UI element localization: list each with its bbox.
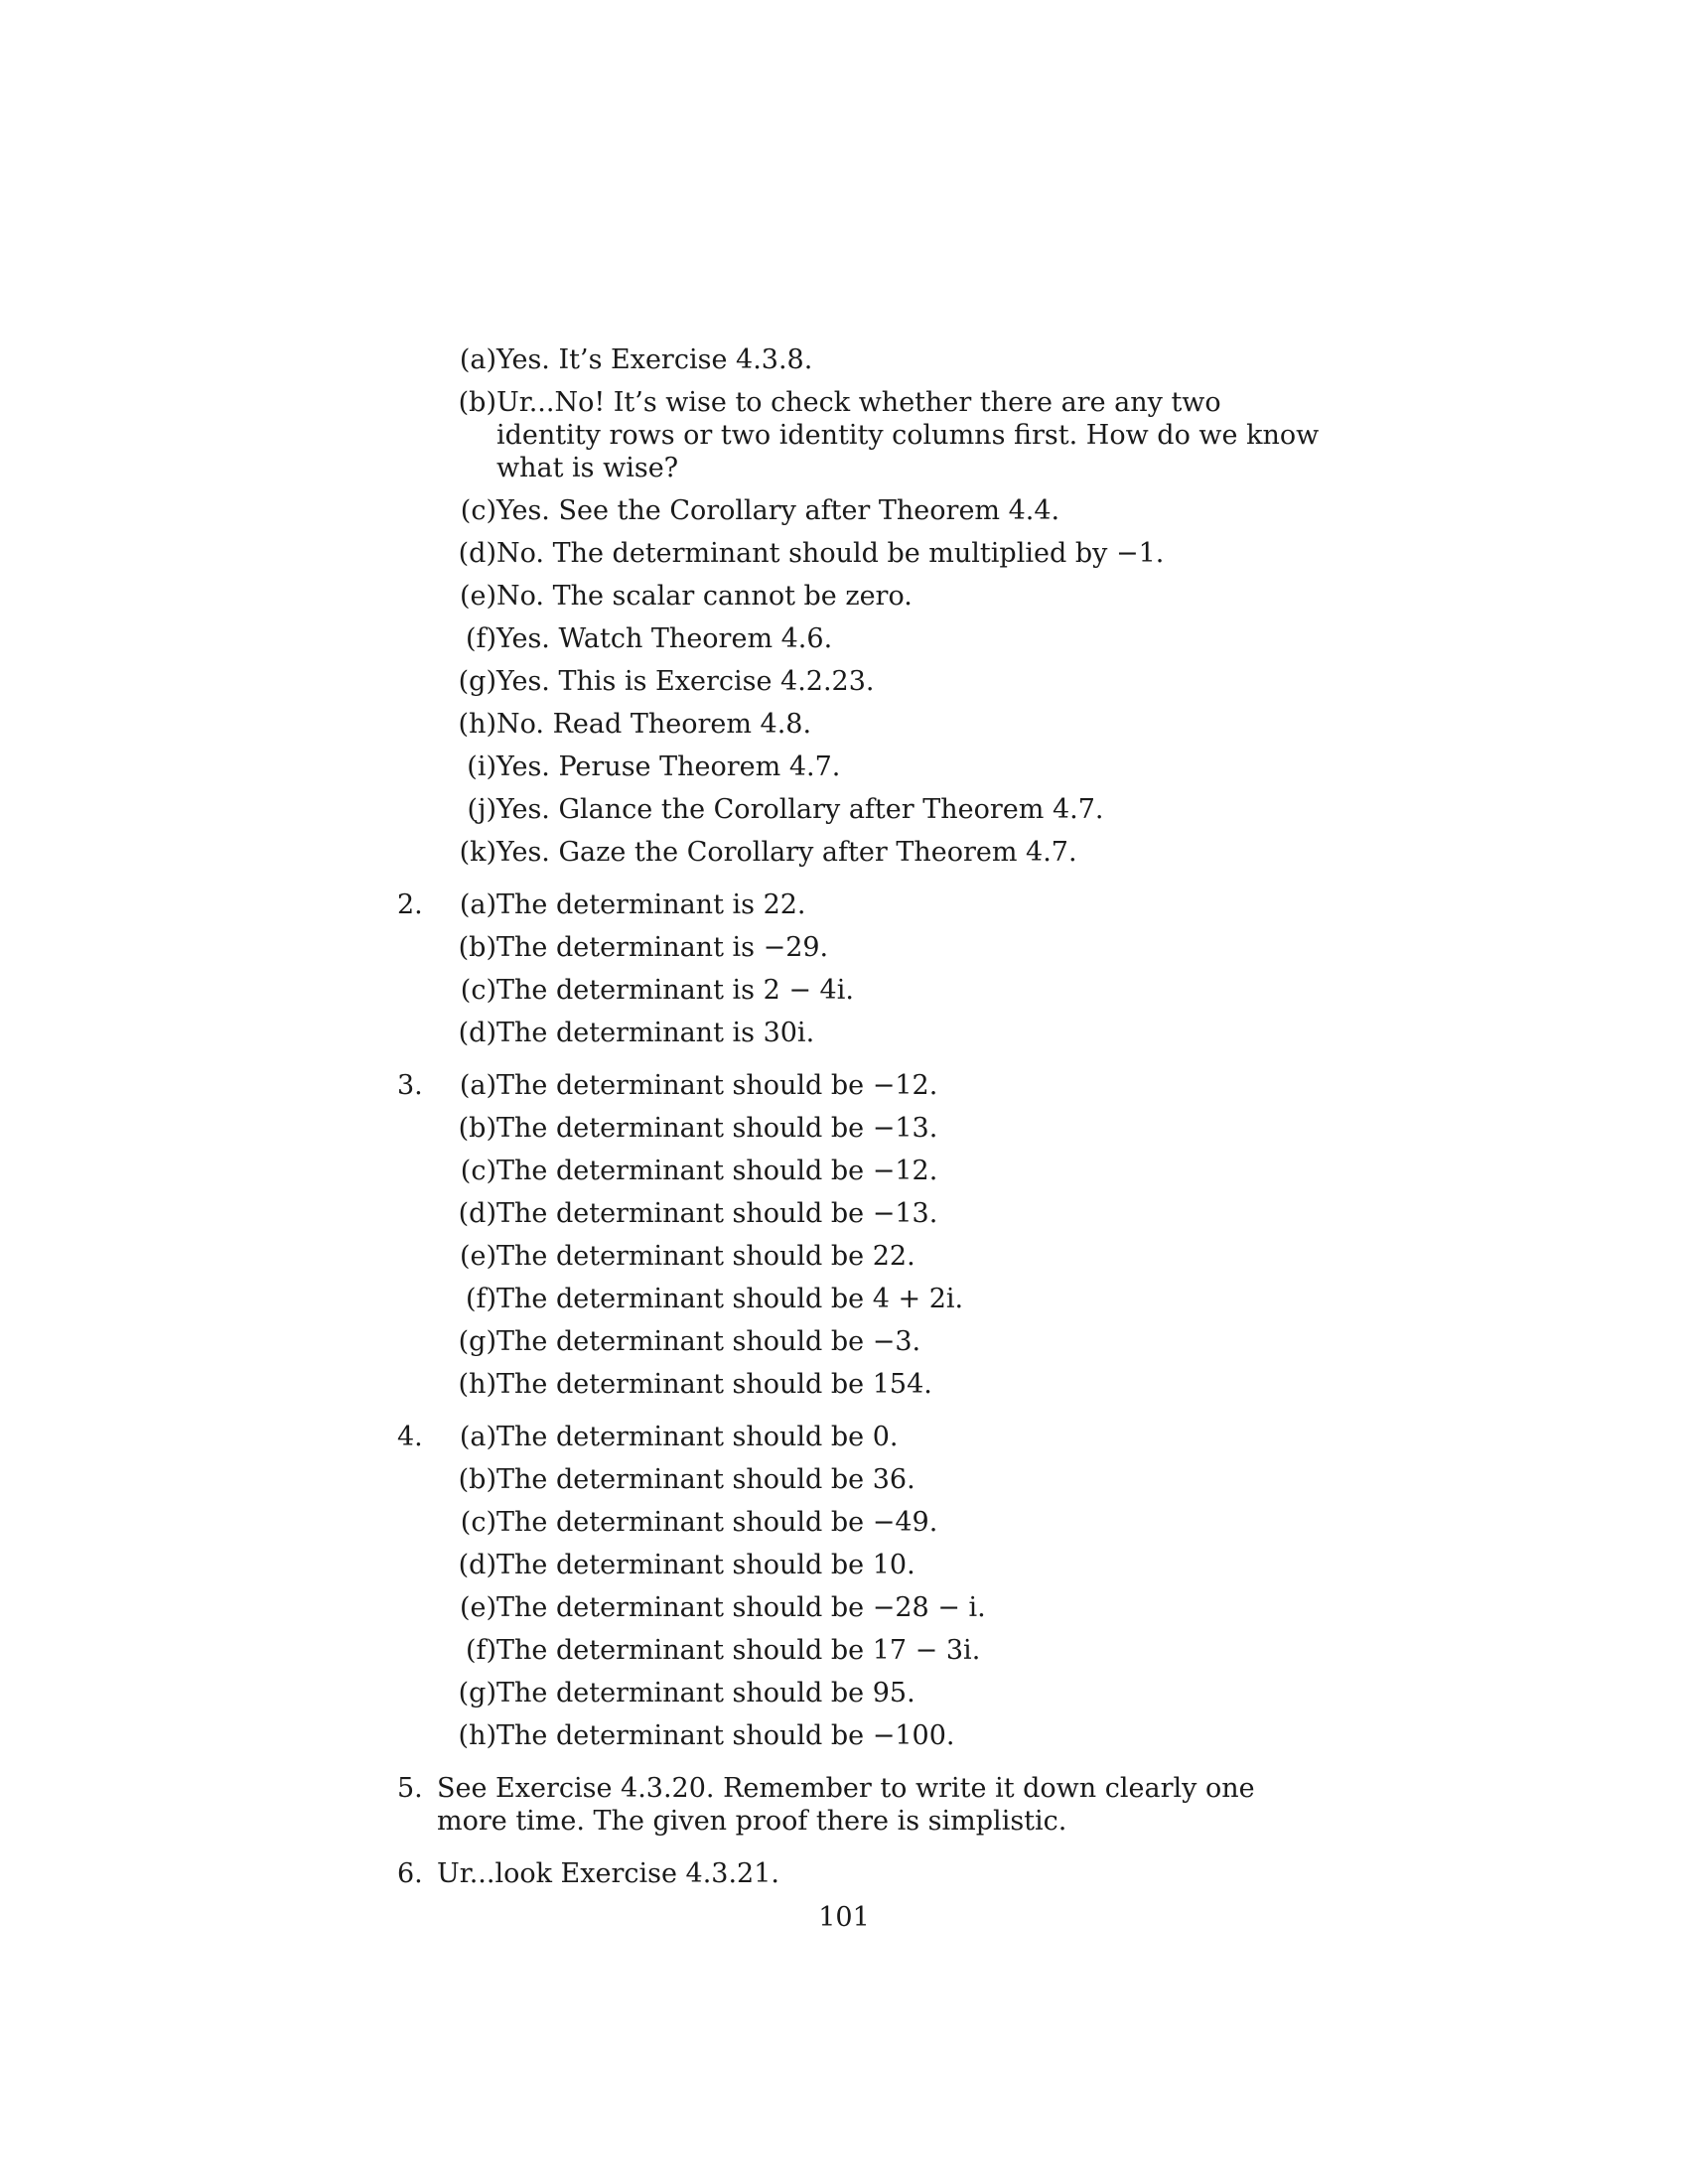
item-text: Yes. Watch Theorem 4.6. xyxy=(496,623,833,654)
item-text: The determinant should be −13. xyxy=(496,1198,938,1229)
item-label: (a) xyxy=(459,1422,496,1452)
section-number: 5. xyxy=(397,1773,423,1804)
item-text: Yes. See the Corollary after Theorem 4.4. xyxy=(496,495,1060,526)
list-item xyxy=(397,1283,1331,1315)
item-label: (f) xyxy=(465,1284,496,1314)
section-number: 4. xyxy=(397,1422,423,1452)
item-label: (c) xyxy=(460,1507,496,1538)
item-label: (c) xyxy=(460,495,496,526)
item-label: (f) xyxy=(465,623,496,654)
list-item xyxy=(397,1591,1331,1624)
item-label: (e) xyxy=(459,1241,496,1272)
section-number: 2. xyxy=(397,889,423,920)
item-text: No. Read Theorem 4.8. xyxy=(496,709,812,740)
item-text: The determinant should be 4 + 2i. xyxy=(496,1284,964,1314)
list-item xyxy=(397,708,1331,741)
item-text: No. The scalar cannot be zero. xyxy=(496,581,913,612)
item-label: (h) xyxy=(458,1720,496,1751)
list-item xyxy=(397,1677,1331,1709)
page-number: 101 xyxy=(818,1902,870,1933)
item-text: Yes. Peruse Theorem 4.7. xyxy=(496,751,841,782)
item-label: (d) xyxy=(458,1198,496,1229)
list-item xyxy=(397,1421,1331,1453)
section-number: 3. xyxy=(397,1070,423,1101)
item-label: (g) xyxy=(458,666,496,697)
list-item xyxy=(397,793,1331,826)
item-label: (b) xyxy=(458,1464,496,1495)
list-item xyxy=(397,494,1331,527)
item-text: The determinant should be −100. xyxy=(496,1720,955,1751)
item-text: The determinant is 30i. xyxy=(496,1018,815,1048)
item-text: The determinant should be −28 − i. xyxy=(496,1592,986,1623)
item-text: Yes. It’s Exercise 4.3.8. xyxy=(496,344,813,375)
list-item xyxy=(397,836,1331,869)
list-item xyxy=(397,1506,1331,1539)
item-text: The determinant is 2 − 4i. xyxy=(496,975,854,1006)
list-item xyxy=(397,1857,1331,1890)
list-item xyxy=(397,751,1331,783)
item-text: The determinant should be 95. xyxy=(496,1678,915,1708)
item-label: (d) xyxy=(458,1550,496,1580)
list-item xyxy=(397,1069,1331,1102)
list-item xyxy=(397,1549,1331,1581)
item-label: (c) xyxy=(460,975,496,1006)
list-item xyxy=(397,974,1331,1007)
list-item xyxy=(397,1772,1331,1838)
item-text: Yes. Glance the Corollary after Theorem 4.7. xyxy=(496,794,1104,825)
item-label: (g) xyxy=(458,1326,496,1357)
section-number: 6. xyxy=(397,1858,423,1889)
item-text: Yes. This is Exercise 4.2.23. xyxy=(496,666,875,697)
item-text: The determinant should be −13. xyxy=(496,1113,938,1144)
item-text: See Exercise 4.3.20. Remember to write it down clearly one more time. The given proof there is simplistic. xyxy=(437,1773,1255,1837)
list-item xyxy=(397,1017,1331,1049)
list-item xyxy=(397,888,1331,921)
list-item xyxy=(397,622,1331,655)
item-label: (h) xyxy=(458,709,496,740)
list-item xyxy=(397,1240,1331,1273)
item-label: (c) xyxy=(460,1156,496,1186)
item-label: (d) xyxy=(458,538,496,569)
item-text: The determinant should be −12. xyxy=(496,1070,938,1101)
item-text: No. The determinant should be multiplied by −1. xyxy=(496,538,1165,569)
list-item xyxy=(397,1719,1331,1752)
list-item xyxy=(397,1197,1331,1230)
item-label: (i) xyxy=(467,751,496,782)
item-text: The determinant should be −12. xyxy=(496,1156,938,1186)
list-item xyxy=(397,1155,1331,1187)
list-item xyxy=(397,1325,1331,1358)
item-label: (g) xyxy=(458,1678,496,1708)
list-item xyxy=(397,1634,1331,1667)
item-text: The determinant is 22. xyxy=(496,889,806,920)
item-label: (j) xyxy=(467,794,496,825)
solutions-list xyxy=(397,343,1331,1900)
item-text: The determinant should be 22. xyxy=(496,1241,915,1272)
item-label: (b) xyxy=(458,932,496,963)
item-text: The determinant should be −3. xyxy=(496,1326,921,1357)
list-item xyxy=(397,1112,1331,1145)
item-label: (h) xyxy=(458,1369,496,1400)
item-text: Ur...No! It’s wise to check whether there are any two identity rows or two identity columns first. How do we know what is wise? xyxy=(496,387,1320,483)
item-label: (a) xyxy=(459,889,496,920)
list-item xyxy=(397,580,1331,613)
item-label: (b) xyxy=(458,387,496,418)
item-text: The determinant should be 10. xyxy=(496,1550,915,1580)
item-text: The determinant should be 36. xyxy=(496,1464,915,1495)
item-text: Ur...look Exercise 4.3.21. xyxy=(437,1858,779,1889)
item-label: (k) xyxy=(459,837,496,868)
list-item xyxy=(397,665,1331,698)
list-item xyxy=(397,931,1331,964)
list-item xyxy=(397,537,1331,570)
list-item xyxy=(397,1368,1331,1401)
item-text: The determinant should be −49. xyxy=(496,1507,938,1538)
item-label: (a) xyxy=(459,344,496,375)
item-label: (f) xyxy=(465,1635,496,1666)
item-label: (e) xyxy=(459,581,496,612)
item-label: (d) xyxy=(458,1018,496,1048)
item-text: The determinant is −29. xyxy=(496,932,829,963)
list-item xyxy=(397,1463,1331,1496)
item-text: The determinant should be 17 − 3i. xyxy=(496,1635,981,1666)
list-item xyxy=(397,386,1331,484)
item-label: (e) xyxy=(459,1592,496,1623)
item-label: (a) xyxy=(459,1070,496,1101)
item-label: (b) xyxy=(458,1113,496,1144)
item-text: The determinant should be 154. xyxy=(496,1369,932,1400)
list-item xyxy=(397,343,1331,376)
item-text: Yes. Gaze the Corollary after Theorem 4.7. xyxy=(496,837,1077,868)
item-text: The determinant should be 0. xyxy=(496,1422,899,1452)
